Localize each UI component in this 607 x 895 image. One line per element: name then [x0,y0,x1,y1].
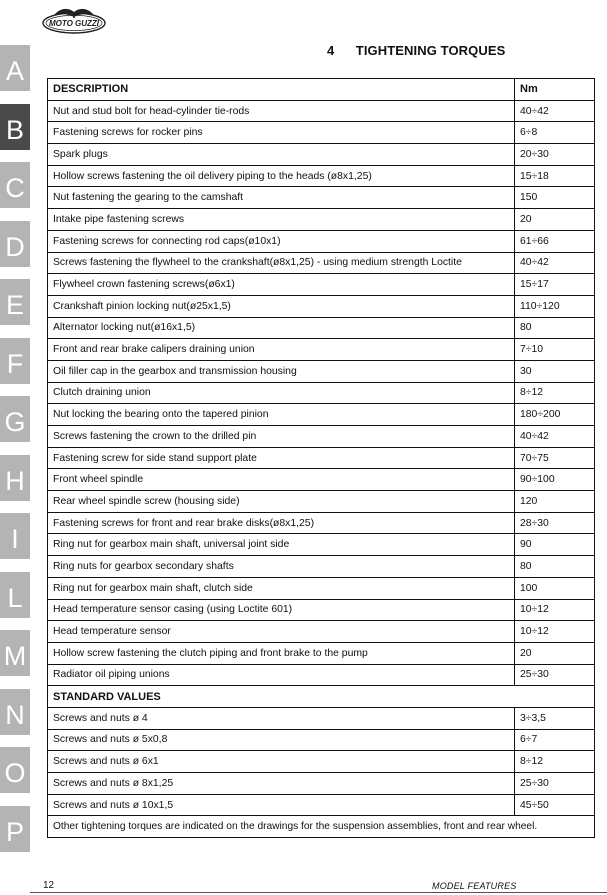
row-value: 61÷66 [515,230,595,252]
row-description: Hollow screws fastening the oil delivery piping to the heads (ø8x1,25) [48,165,515,187]
row-value: 25÷30 [515,664,595,686]
row-value: 28÷30 [515,512,595,534]
tab-g[interactable]: G [0,396,30,448]
table-row [48,339,595,361]
row-value: 100 [515,577,595,599]
table-row [48,100,595,122]
row-description: Clutch draining union [48,382,515,404]
row-description: Fastening screws for front and rear brake disks(ø8x1,25) [48,512,515,534]
tab-b[interactable]: B [0,104,30,156]
table-row [48,230,595,252]
tab-l[interactable]: L [0,572,30,624]
section-label [432,881,516,891]
row-value: 6÷8 [515,122,595,144]
table-row [48,512,595,534]
tab-m[interactable]: M [0,630,30,682]
table-row [48,729,595,751]
row-description: Screws fastening the crown to the drilled pin [48,426,515,448]
row-description: Alternator locking nut(ø16x1,5) [48,317,515,339]
moto-guzzi-logo [40,3,108,35]
row-value: 45÷50 [515,794,595,816]
row-description: Screws and nuts ø 10x1,5 [48,794,515,816]
table-row [48,534,595,556]
row-description: Nut locking the bearing onto the tapered pinion [48,404,515,426]
row-value: 90 [515,534,595,556]
tab-e[interactable]: E [0,279,30,331]
row-description: Screws and nuts ø 8x1,25 [48,773,515,795]
table-row [48,144,595,166]
row-description: Ring nut for gearbox main shaft, universal joint side [48,534,515,556]
row-value: 25÷30 [515,773,595,795]
row-description: Ring nut for gearbox main shaft, clutch side [48,577,515,599]
row-value: 6÷7 [515,729,595,751]
row-value: 150 [515,187,595,209]
table-row [48,599,595,621]
row-value: 8÷12 [515,751,595,773]
row-value: 80 [515,556,595,578]
row-value: 180÷200 [515,404,595,426]
row-description: Spark plugs [48,144,515,166]
row-description: Ring nuts for gearbox secondary shafts [48,556,515,578]
row-description: Screws fastening the flywheel to the crankshaft(ø8x1,25) - using medium strength Loctite [48,252,515,274]
row-value: 3÷3,5 [515,707,595,729]
tab-d[interactable]: D [0,221,30,273]
table-row [48,773,595,795]
row-value: 110÷120 [515,295,595,317]
row-description: Other tightening torques are indicated on the drawings for the suspension assemblies, front and rear wheel. [48,816,595,838]
page-number: 12 [43,880,55,891]
row-value: 8÷12 [515,382,595,404]
tab-f[interactable]: F [0,338,30,390]
row-description: Fastening screws for rocker pins [48,122,515,144]
table-row [48,187,595,209]
row-value: 90÷100 [515,469,595,491]
table-row [48,577,595,599]
section-title: TIGHTENING TORQUES [355,43,506,58]
row-description: Rear wheel spindle screw (housing side) [48,491,515,513]
row-description: Head temperature sensor [48,621,515,643]
table-row [48,447,595,469]
table-row [48,664,595,686]
table-row [48,165,595,187]
row-description: Screws and nuts ø 4 [48,707,515,729]
tab-o[interactable]: O [0,747,30,799]
section-label-text: MODEL FEATURES [432,881,517,891]
table-row [48,642,595,664]
row-value: 20 [515,209,595,231]
row-value: 80 [515,317,595,339]
table-row [48,426,595,448]
standard-values-heading [48,686,595,708]
row-description: Flywheel crown fastening screws(ø6x1) [48,274,515,296]
row-description: Intake pipe fastening screws [48,209,515,231]
row-description: STANDARD VALUES [48,686,595,708]
row-description: Nut fastening the gearing to the camshaft [48,187,515,209]
table-row [48,621,595,643]
row-description: Front wheel spindle [48,469,515,491]
row-value: 15÷17 [515,274,595,296]
header-description: DESCRIPTION [48,79,515,101]
table-row [48,122,595,144]
tab-n[interactable]: N [0,689,30,741]
tab-i[interactable]: I [0,513,30,565]
row-value: 20 [515,642,595,664]
table-row [48,707,595,729]
footer-divider [30,892,607,893]
row-description: Nut and stud bolt for head-cylinder tie-rods [48,100,515,122]
table-row [48,556,595,578]
row-description: Fastening screws for connecting rod caps(ø10x1) [48,230,515,252]
page-title [327,43,505,58]
row-description: Front and rear brake calipers draining union [48,339,515,361]
row-description: Screws and nuts ø 5x0,8 [48,729,515,751]
table-row [48,274,595,296]
table-row [48,317,595,339]
table-row [48,295,595,317]
tab-p[interactable]: P [0,806,30,858]
table-row [48,491,595,513]
row-value: 70÷75 [515,447,595,469]
torque-table [47,78,595,838]
table-row [48,382,595,404]
row-value: 10÷12 [515,621,595,643]
table-row [48,751,595,773]
section-number: 4 [327,43,335,58]
table-row [48,209,595,231]
tab-h[interactable]: H [0,455,30,507]
row-value: 30 [515,360,595,382]
table-row [48,404,595,426]
row-value: 40÷42 [515,252,595,274]
row-value: 120 [515,491,595,513]
row-value: 10÷12 [515,599,595,621]
table-header-row [48,79,595,101]
row-description: Head temperature sensor casing (using Loctite 601) [48,599,515,621]
row-description: Hollow screw fastening the clutch piping and front brake to the pump [48,642,515,664]
row-description: Oil filler cap in the gearbox and transmission housing [48,360,515,382]
row-value: 40÷42 [515,100,595,122]
table-row [48,252,595,274]
row-value: 20÷30 [515,144,595,166]
tab-a[interactable]: A [0,45,30,97]
row-description: Radiator oil piping unions [48,664,515,686]
header-nm: Nm [515,79,595,101]
table-row [48,360,595,382]
row-description: Fastening screw for side stand support plate [48,447,515,469]
logo-text: MOTO GUZZI [48,19,100,28]
row-value: 40÷42 [515,426,595,448]
row-description: Crankshaft pinion locking nut(ø25x1,5) [48,295,515,317]
table-row [48,469,595,491]
row-value: 15÷18 [515,165,595,187]
tab-c[interactable]: C [0,162,30,214]
table-row [48,794,595,816]
row-description: Screws and nuts ø 6x1 [48,751,515,773]
row-value: 7÷10 [515,339,595,361]
footnote-row [48,816,595,838]
